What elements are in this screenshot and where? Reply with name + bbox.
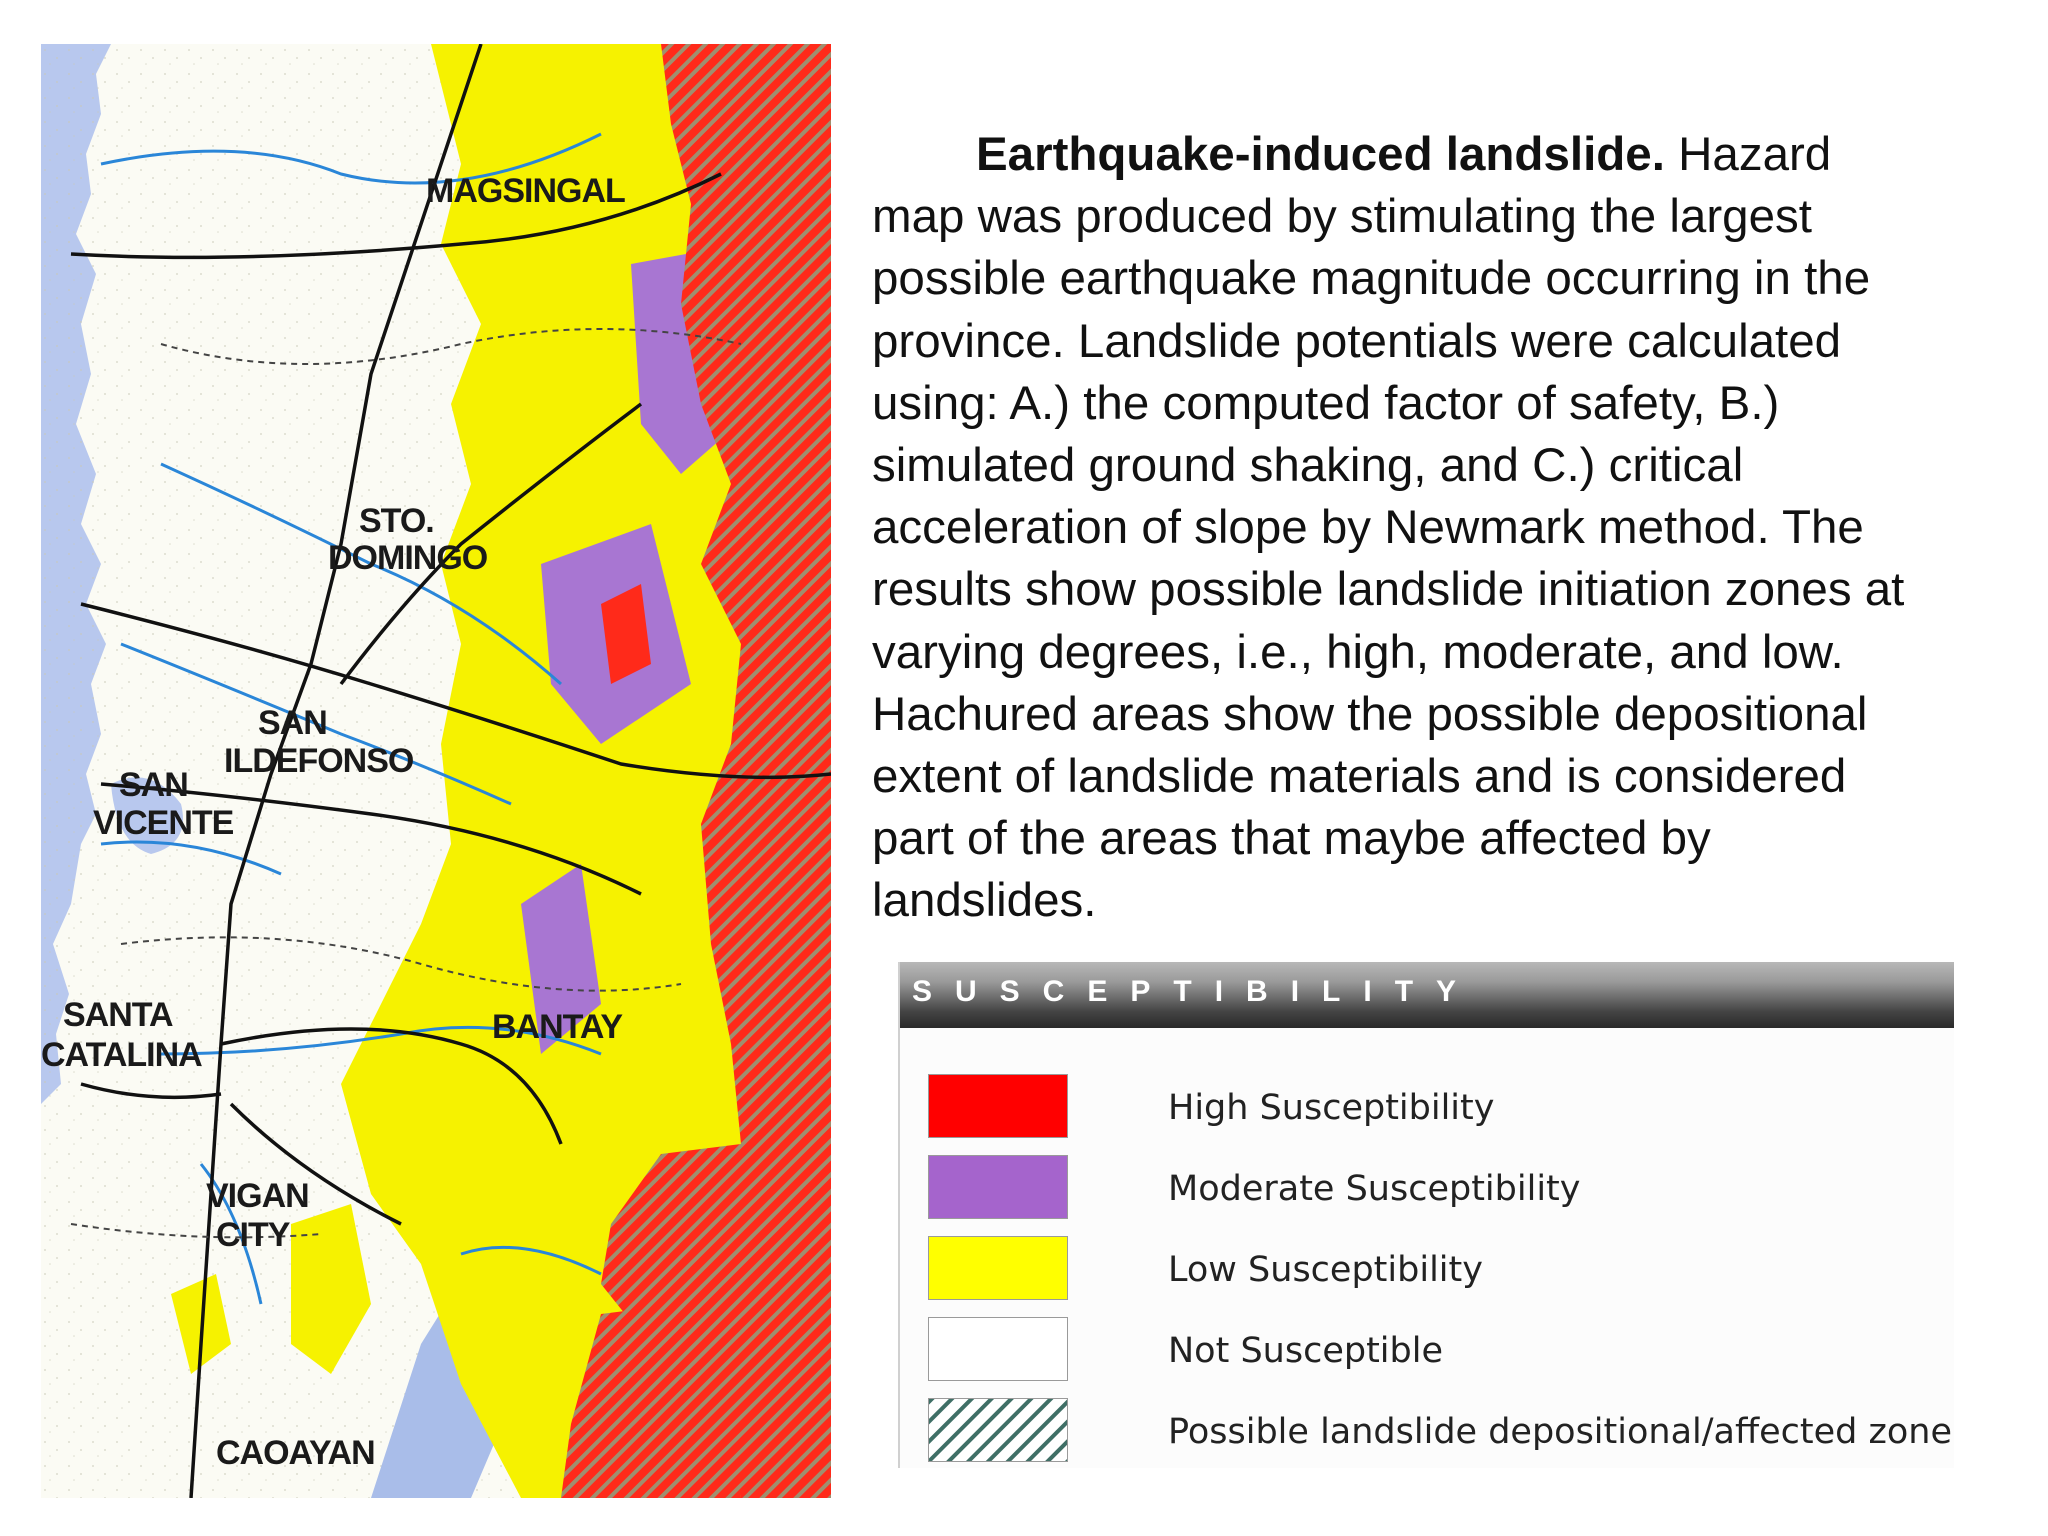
legend-label: Moderate Susceptibility <box>1168 1169 1581 1209</box>
place-label-domingo: DOMINGO <box>328 539 488 577</box>
place-label-san-vicente-1: SAN <box>119 766 188 804</box>
purple-swatch <box>928 1155 1068 1219</box>
place-label-sto: STO. <box>359 502 434 540</box>
legend-label: High Susceptibility <box>1168 1088 1495 1128</box>
legend-item-depositional <box>928 1398 1952 1466</box>
legend-item-low <box>928 1236 1938 1304</box>
place-label-vicente: VICENTE <box>93 804 234 842</box>
yellow-swatch <box>928 1236 1068 1300</box>
legend-label: Possible landslide depositional/affected zone <box>1168 1412 1952 1452</box>
hatch-swatch <box>928 1398 1068 1462</box>
susceptibility-legend <box>898 962 1954 1468</box>
place-label-magsingal: MAGSINGAL <box>426 172 625 210</box>
place-label-santa: SANTA <box>63 996 173 1034</box>
legend-item-moderate <box>928 1155 1938 1223</box>
red-swatch <box>928 1074 1068 1138</box>
place-label-caoayan: CAOAYAN <box>216 1434 375 1472</box>
hazard-map-graphic <box>41 44 831 1498</box>
description-title: Earthquake-induced landslide. <box>976 128 1665 181</box>
legend-title: SUSCEPTIBILITY <box>900 962 1954 1028</box>
place-label-vigan: VIGAN <box>206 1177 309 1215</box>
place-label-catalina: CATALINA <box>41 1036 202 1074</box>
place-label-city: CITY <box>216 1216 290 1254</box>
legend-item-high <box>928 1074 1938 1142</box>
map-description <box>872 124 1922 933</box>
white-swatch <box>928 1317 1068 1381</box>
description-body: Hazard map was produced by stimulating the largest possible earthquake magnitude occurring in the province. Landslide potentials were calculated using: A.) the computed factor of safety, B.) simulated ground shaking, and C.) critical acceleration of slope by Newmark method. The results show possible landslide initiation zones at varying degrees, i.e., high, moderate, and low. Hachured areas show the possible depositional extent of landslide materials and is considered part of the areas that maybe affected by landslides. <box>872 128 1905 928</box>
legend-item-not-susceptible <box>928 1317 1938 1385</box>
legend-label: Not Susceptible <box>1168 1331 1443 1371</box>
place-label-san: SAN <box>258 704 327 742</box>
legend-label: Low Susceptibility <box>1168 1250 1483 1290</box>
place-label-bantay: BANTAY <box>492 1008 623 1046</box>
hazard-map <box>41 44 831 1498</box>
place-label-ildefonso: ILDEFONSO <box>224 742 414 780</box>
